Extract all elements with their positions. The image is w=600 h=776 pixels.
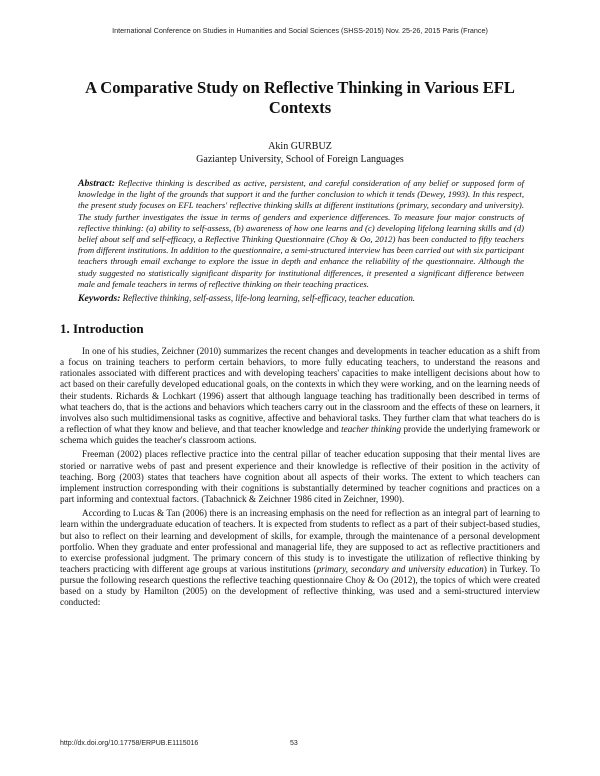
paragraph-1-emphasis: teacher thinking [341,424,402,435]
paper-title: A Comparative Study on Reflective Thinking in Various EFL Contexts [85,78,515,117]
keywords-label: Keywords: [78,293,121,304]
paragraph-1-text-a: In one of his studies, Zeichner (2010) summarizes the recent changes and developments in teacher education as a shift from a focus on training teachers to perform certain behaviors, to more fully educating teachers, to understand the reasons and rationales associated with different practices and with developing teachers' capacities to make intelligent decisions about how to act based on their carefully developed educational goals, on the contexts in which they were working, and on the learning needs of their students. Richards & Lochkart (1996) assert that although language teaching has traditionally been described in terms of what teachers do, that is the actions and behaviors which teachers carry out in the classroom and the effects of these on learners, it involves also such multidimensional tasks as cognitive, affective and behavioral tasks. They further clam that what teachers do is a reflection of what they know and believe, and that teacher knowledge and [60,346,540,435]
paragraph-1 [60,346,540,446]
keywords [78,293,524,304]
body-text [60,346,540,612]
doi-link[interactable]: http://dx.doi.org/10.17758/ERPUB.E1115016 [60,740,199,747]
paragraph-1-text-b: provide the underlying framework or schema which guides the teacher's classroom actions. [60,424,540,446]
section-title: Introduction [73,321,144,336]
running-header: International Conference on Studies in Humanities and Social Sciences (SHSS-2015) Nov. 25-26, 2015 Paris (France) [112,26,488,35]
abstract-label: Abstract: [78,178,116,189]
paragraph-2-text: Freeman (2002) places reflective practice into the central pillar of teacher education supposing that their mental lives are storied or narrative webs of past and present experience and their knowledge is reflective of their position in the activity of teaching. Borg (2003) states that teachers have cognition about all aspects of their works. The extent to which teachers can implement instruction corresponding with their cognitions is substantially determined by teacher cognitions and practices on a part informing and contextual factors. (Tabachnick & Zeichner 1986 cited in Zeichner, 1990). [60,449,540,505]
author-name: Akin GURBUZ [268,141,332,152]
keywords-text: Reflective thinking, self-assess, life-long learning, self-efficacy, teacher education. [122,293,415,303]
paragraph-3-text-a: According to Lucas & Tan (2006) there is an increasing emphasis on the need for reflection as an integral part of learning to learn within the undergraduate education of teachers. It is expected from students to reflect as a part of their subject-based studies, but also to reflect on their learning and development of skills, for example, through the maintenance of a personal development portfolio. When they graduate and enter professional and managerial life, they are supposed to act as reflective practitioners and to exercise professional judgment. The primary concern of this study is to investigate the utilization of reflective thinking by teachers practicing with different age groups at various institutions ( [60,508,540,574]
paragraph-3-text-b: ) in Turkey. To pursue the following research questions the reflective teaching questionnaire Choy & Oo (2012), the topics of which were created based on a study by Hamilton (2005) on the development of reflective thinking, was used and a semi-structured interview conducted: [60,563,540,608]
paragraph-3-emphasis: primary, secondary and university education [316,563,484,574]
author-affiliation: Gaziantep University, School of Foreign Languages [196,154,404,165]
abstract-text: Reflective thinking is described as active, persistent, and careful consideration of any belief or supposed form of knowledge in the light of the grounds that support it and the further conclusion to which it tends (Dewey, 1993). In this respect, the present study focuses on EFL teachers' reflective thinking skills at different institutions (primary, secondary and university). The study further investigates the issue in terms of genders and experience differences. To measure four major constructs of reflective thinking: (a) ability to self-assess, (b) awareness of how one learns and (c) developing lifelong learning skills and (d) belief about self and self-efficacy, a Reflective Thinking Questionnaire (Choy & Oo, 2012) has been conducted to fifty teachers from different institutions. In addition to the questionnaire, a semi-structured interview has been carried out with six participant teachers through email exchange to explore the issue in depth and enhance the reliability of the questionnaire. Although the study suggested no statistically significant disparity for institutional differences, it presented a significant difference between male and female teachers in terms of reflective thinking on their teaching practices. [78,178,525,289]
page-number: 53 [290,740,298,747]
paragraph-3 [60,508,540,608]
section-number: 1. [60,321,70,336]
abstract [78,178,524,290]
paragraph-2 [60,449,540,505]
section-heading [60,321,144,337]
